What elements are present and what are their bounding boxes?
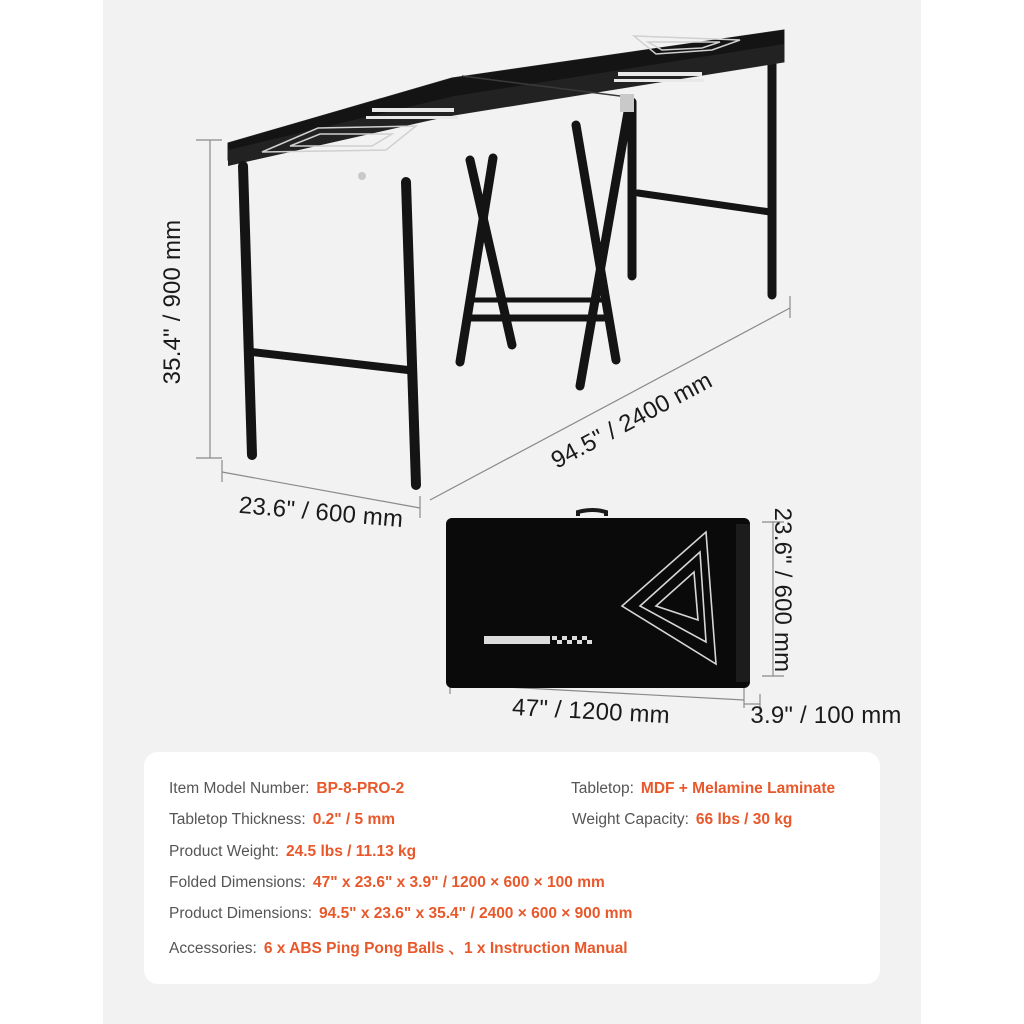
spec-label: Item Model Number: (169, 780, 310, 797)
spec-value: 0.2" / 5 mm (312, 811, 396, 828)
spec-value: BP-8-PRO-2 (316, 780, 405, 797)
spec-weight-capacity (572, 811, 792, 829)
spec-value: 47" x 23.6" x 3.9" / 1200 × 600 × 100 mm (312, 874, 605, 891)
folded-depth-label: 3.9" / 100 mm (750, 702, 902, 729)
table-legs-back (460, 62, 772, 386)
spec-value: 66 lbs / 30 kg (695, 811, 793, 828)
spec-tabletop (571, 780, 835, 798)
spec-product-dimensions (169, 905, 632, 923)
folded-height-label: 23.6" / 600 mm (769, 507, 796, 673)
spec-value: 6 x ABS Ping Pong Balls 、1 x Instruction Manual (263, 940, 628, 957)
spec-value: MDF + Melamine Laminate (640, 780, 836, 797)
spec-value: 94.5" x 23.6" x 35.4" / 2400 × 600 × 900 mm (319, 905, 633, 922)
table-legs-front (243, 166, 416, 485)
spec-label: Tabletop: (571, 780, 634, 797)
spec-product-weight (169, 843, 416, 861)
table-height-label: 35.4" / 900 mm (159, 219, 186, 385)
spec-label: Tabletop Thickness: (169, 811, 306, 828)
spec-label: Accessories: (169, 940, 257, 957)
spec-accessories (169, 936, 628, 958)
spec-label: Product Weight: (169, 843, 279, 860)
folded-length-label: 47" / 1200 mm (511, 693, 671, 730)
specs-card (144, 752, 880, 984)
spec-label: Folded Dimensions: (169, 874, 306, 891)
spec-item-model-number (169, 780, 404, 798)
spec-label: Weight Capacity: (572, 811, 689, 828)
table-top (228, 30, 784, 166)
spec-tabletop-thickness (169, 811, 395, 829)
folded-table (446, 510, 750, 688)
spec-folded-dimensions (169, 874, 605, 892)
table-width-label: 23.6" / 600 mm (237, 491, 405, 534)
spec-value: 24.5 lbs / 11.13 kg (286, 843, 417, 860)
spec-label: Product Dimensions: (169, 905, 313, 922)
table-length-label: 94.5" / 2400 mm (546, 366, 717, 475)
